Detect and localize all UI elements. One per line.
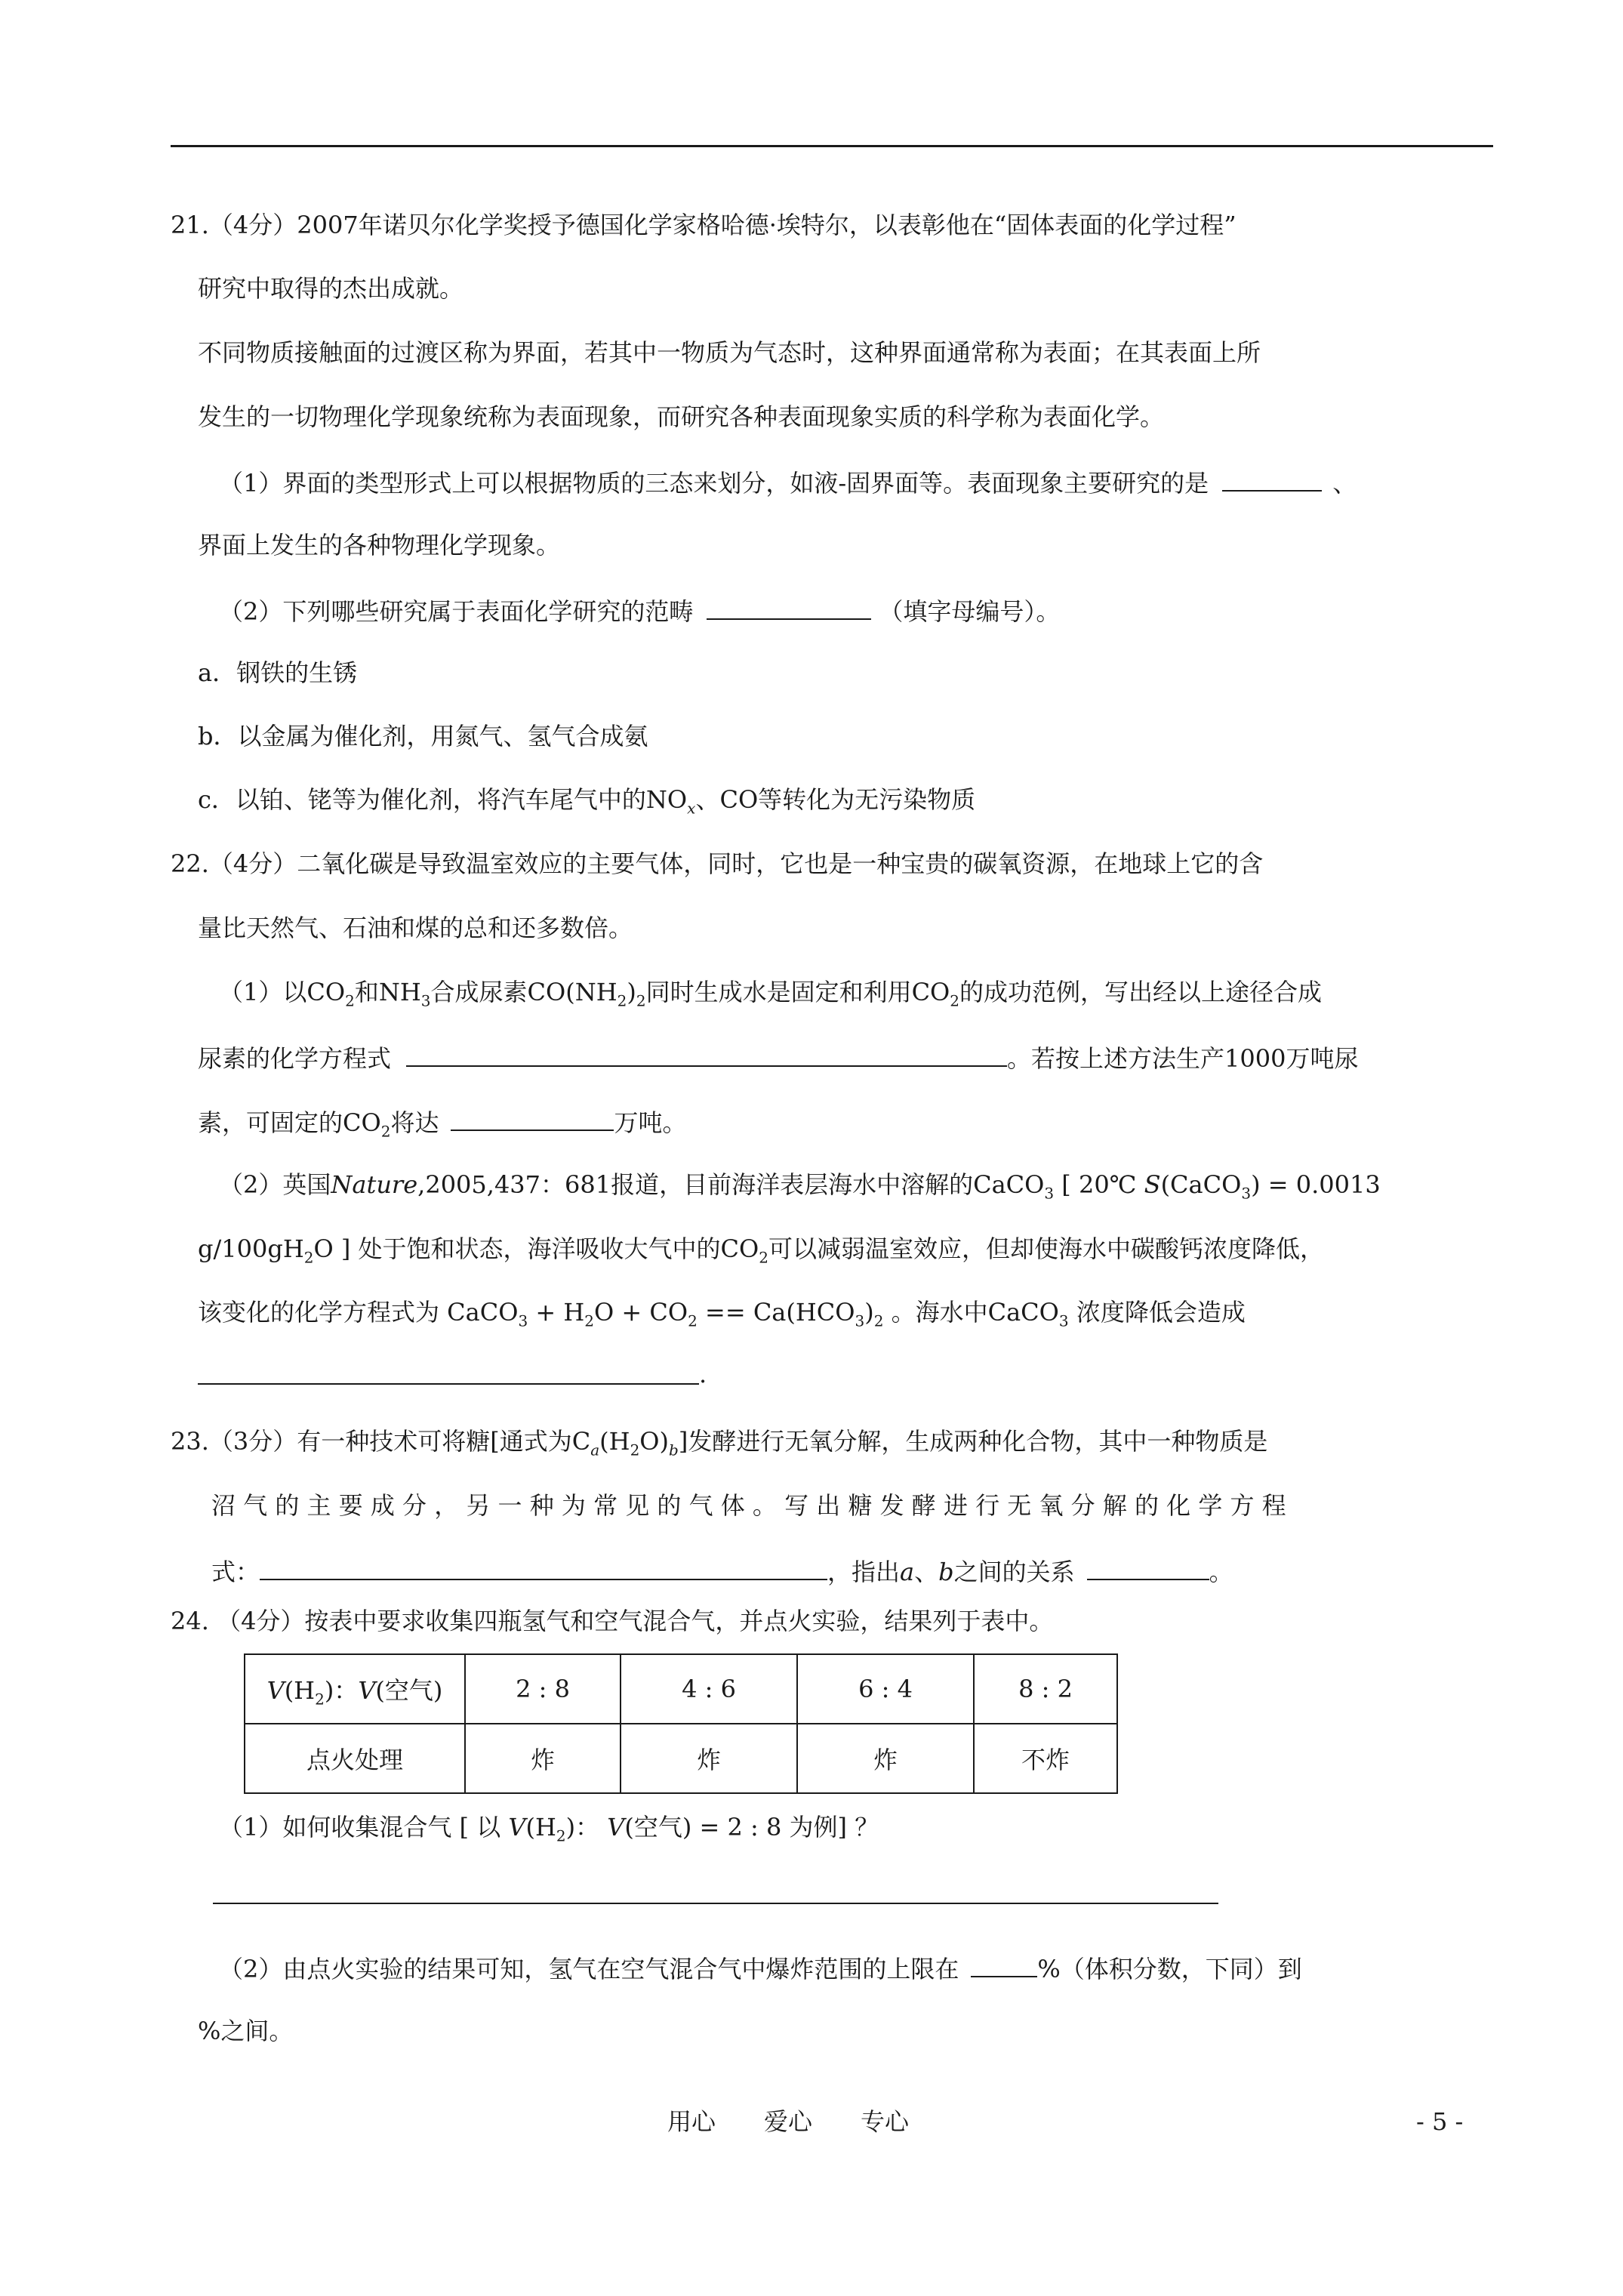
q21-line2: 研究中取得的杰出成就。 [198, 274, 464, 303]
q21-line3: 不同物质接触面的过渡区称为界面，若其中一物质为气态时，这种界面通常称为表面；在其表面上所 [198, 338, 1261, 367]
q24-part2: （2）由点火实验的结果可知，氢气在空气混合气中爆炸范围的上限在 %（体积分数，下同）到 [219, 1952, 1302, 1984]
ratio-cell: 8 : 2 [974, 1654, 1117, 1724]
page-number: - 5 - [1416, 2107, 1464, 2136]
q22-part2-line2: $g/100gH_2O$ ] 处于饱和状态，海洋吸收大气中的$CO_2$可以减弱温室效应，但却使海水中碳酸钙浓度降低， [198, 1234, 1325, 1267]
ratio-cell: 6 : 4 [797, 1654, 974, 1724]
q24-line1: 24. （4分）按表中要求收集四瓶氢气和空气混合气，并点火实验，结果列于表中。 [171, 1607, 1054, 1635]
q21-option-a: a．钢铁的生锈 [198, 658, 358, 687]
q21-option-c: c．以铂、铑等为催化剂，将汽车尾气中的$NO_x$、CO等转化为无污染物质 [198, 785, 976, 818]
header-rule [171, 145, 1493, 147]
q22-line1: 22.（4分）二氧化碳是导致温室效应的主要气体，同时，它也是一种宝贵的碳氧资源，在地球上它的含 [171, 849, 1264, 878]
q23-relation-blank[interactable] [1087, 1555, 1209, 1580]
q24-answer-line[interactable] [213, 1903, 1218, 1904]
q21-option-b: b．以金属为催化剂，用氮气、氢气合成氨 [198, 722, 648, 750]
q22-equation-blank[interactable] [406, 1041, 1007, 1067]
q23-line3: 式： ，指出a、b之间的关系 。 [211, 1555, 1233, 1587]
q24-upper-limit-blank[interactable] [971, 1952, 1037, 1977]
ratio-cell: 2 : 8 [465, 1654, 621, 1724]
row-label-cell: 点火处理 [245, 1724, 465, 1793]
q24-part1: （1）如何收集混合气 [ 以 $V(H_2)$： V(空气) = 2 : 8 为例] ？ [219, 1813, 879, 1845]
q21-line4: 发生的一切物理化学现象统称为表面现象，而研究各种表面现象实质的科学称为表面化学。 [198, 402, 1165, 431]
q22-answer-period: . [699, 1360, 707, 1388]
q22-answer-line[interactable] [198, 1383, 699, 1385]
q22-part1: （1）以$CO_2$和$NH_3$合成尿素$CO(NH_2)_2$同时生成水是固定和利用$CO_2$的成功范例，写出经以上途径合成 [219, 978, 1323, 1010]
q22-part2: （2）英国Nature,2005,437：681报道，目前海洋表层海水中溶解的CaCO$_3$ [ 20℃ S(CaCO$_3$) = 0.0013 [219, 1170, 1381, 1203]
mixture-table [244, 1653, 1118, 1794]
q22-part2-line3: 该变化的化学方程式为 CaCO$_3$ + $H_2O + CO_2 == Ca(HCO_3)_2$ 。海水中CaCO$_3$ 浓度降低会造成 [198, 1298, 1246, 1330]
q22-part1-line3: 素，可固定的$CO_2$将达 万吨。 [198, 1105, 687, 1138]
result-cell: 炸 [621, 1724, 797, 1793]
q23-equation-blank[interactable] [260, 1555, 827, 1580]
result-cell: 炸 [465, 1724, 621, 1793]
q24-part2-line2: %之间。 [198, 2017, 294, 2045]
q21-part1: （1）界面的类型形式上可以根据物质的三态来划分，如液-固界面等。表面现象主要研究的是 、 [219, 466, 1357, 498]
q21-part1-line2: 界面上发生的各种物理化学现象。 [198, 531, 561, 559]
q21-line1: 21.（4分）2007年诺贝尔化学奖授予德国化学家格哈德·埃特尔，以表彰他在“固体表面的化学过程” [171, 211, 1236, 239]
result-cell: 不炸 [974, 1724, 1117, 1793]
q21-blank1[interactable] [1222, 466, 1322, 492]
ratio-cell: 4 : 6 [621, 1654, 797, 1724]
q23-line1: 23.（3分）有一种技术可将糖[通式为$C_a(H_2O)_b$]发酵进行无氧分解，生成两种化合物，其中一种物质是 [171, 1427, 1268, 1459]
q22-amount-blank[interactable] [451, 1105, 614, 1131]
footer-slogan: 用心 爱心 专心 [667, 2107, 910, 2136]
table-row [245, 1654, 1117, 1724]
q23-line2: 沼 气 的 主 要 成 分 ， 另 一 种 为 常 见 的 气 体 。 写 出 糖 发 酵 进 行 无 氧 分 解 的 化 学 方 程 [211, 1491, 1286, 1520]
q22-line2: 量比天然气、石油和煤的总和还多数倍。 [198, 914, 633, 942]
q22-part1-line2: 尿素的化学方程式 。若按上述方法生产1000万吨尿 [198, 1041, 1358, 1074]
header-ratio-cell: $V(H_2)$：V(空气) [245, 1654, 465, 1724]
result-cell: 炸 [797, 1724, 974, 1793]
table-row [245, 1724, 1117, 1793]
q21-part2: （2）下列哪些研究属于表面化学研究的范畴 （填字母编号）。 [219, 594, 1060, 627]
q21-blank2[interactable] [707, 594, 871, 620]
